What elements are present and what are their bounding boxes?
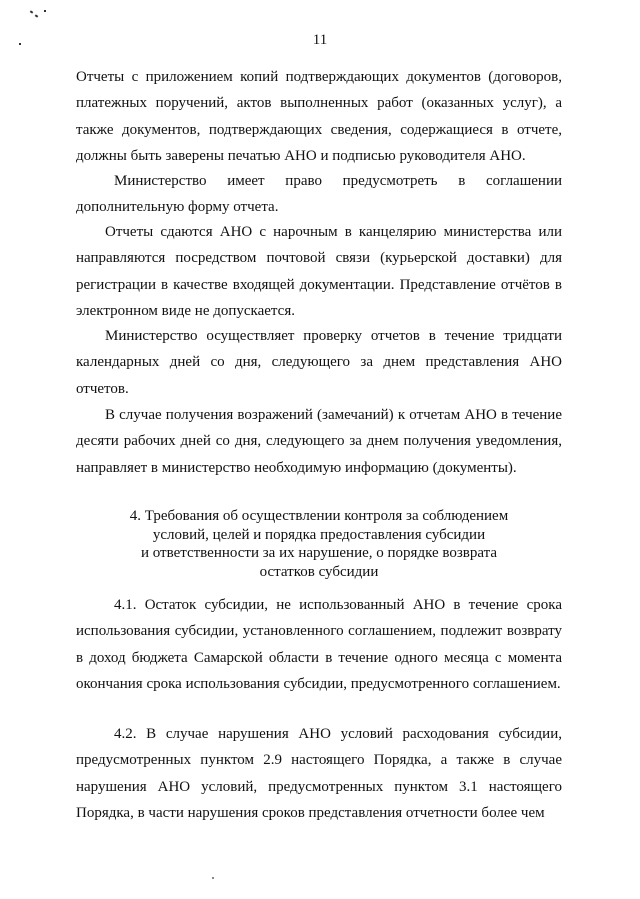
section-heading-line-4: остатков субсидии bbox=[259, 563, 379, 580]
scan-speck bbox=[212, 877, 214, 879]
paragraph-reports-submission: Отчеты сдаются АНО с нарочным в канцелярию министерства или направляются посредством почтовой связи (курьерской доставки) для регистрации в качестве входящей документации. Представление отчётов в электронном виде не допускается. bbox=[76, 224, 562, 319]
scan-speck bbox=[44, 10, 46, 12]
section-heading-line-3: и ответственности за их нарушение, о порядке возврата bbox=[140, 545, 498, 561]
scan-speck bbox=[30, 10, 34, 13]
paragraph-reports-attachments: Отчеты с приложением копий подтверждающих документов (договоров, платежных поручений, актов выполненных работ (оказанных услуг), а также документов, подтверждающих сведения, содержащиеся в отчете, должны быть заверены печатью АНО и подписью руководителя АНО. bbox=[76, 69, 562, 164]
section-heading-line-2: условий, целей и порядка предоставления субсидии bbox=[152, 526, 486, 543]
scan-speck bbox=[35, 14, 39, 17]
paragraph-ministry-right-tail: дополнительную форму отчета. bbox=[76, 199, 279, 215]
paragraph-4-2: 4.2. В случае нарушения АНО условий расходования субсидии, предусмотренных пунктом 2.9 настоящего Порядка, а также в случае нарушения АНО условий, предусмотренных пунктом 3.1 настоящего Порядка, в части нарушения сроков представления отчетности более чем bbox=[76, 726, 562, 821]
paragraph-ministry-right-cont bbox=[76, 194, 562, 220]
paragraph-ministry-right-text: Министерство имеет право предусмотреть в соглашении bbox=[114, 173, 562, 189]
page-number: 11 bbox=[312, 32, 328, 48]
paragraph-objections: В случае получения возражений (замечаний) к отчетам АНО в течение десяти рабочих дней со дня, следующего за днем получения уведомления, направляет в министерство необходимую информацию (документы). bbox=[76, 407, 562, 476]
section-heading bbox=[76, 507, 562, 581]
paragraph-4-1: 4.1. Остаток субсидии, не использованный АНО в течение срока использования субсидии, установленного соглашением, подлежит возврату в доход бюджета Самарской области в течение одного месяца с момента окончания срока использования субсидии, предусмотренного соглашением. bbox=[76, 597, 562, 692]
paragraph-ministry-right bbox=[76, 168, 562, 194]
section-heading-line-1: 4. Требования об осуществлении контроля за соблюдением bbox=[129, 508, 509, 524]
paragraph-ministry-verification: Министерство осуществляет проверку отчетов в течение тридцати календарных дней со дня, следующего за днем представления АНО отчетов. bbox=[76, 328, 562, 397]
